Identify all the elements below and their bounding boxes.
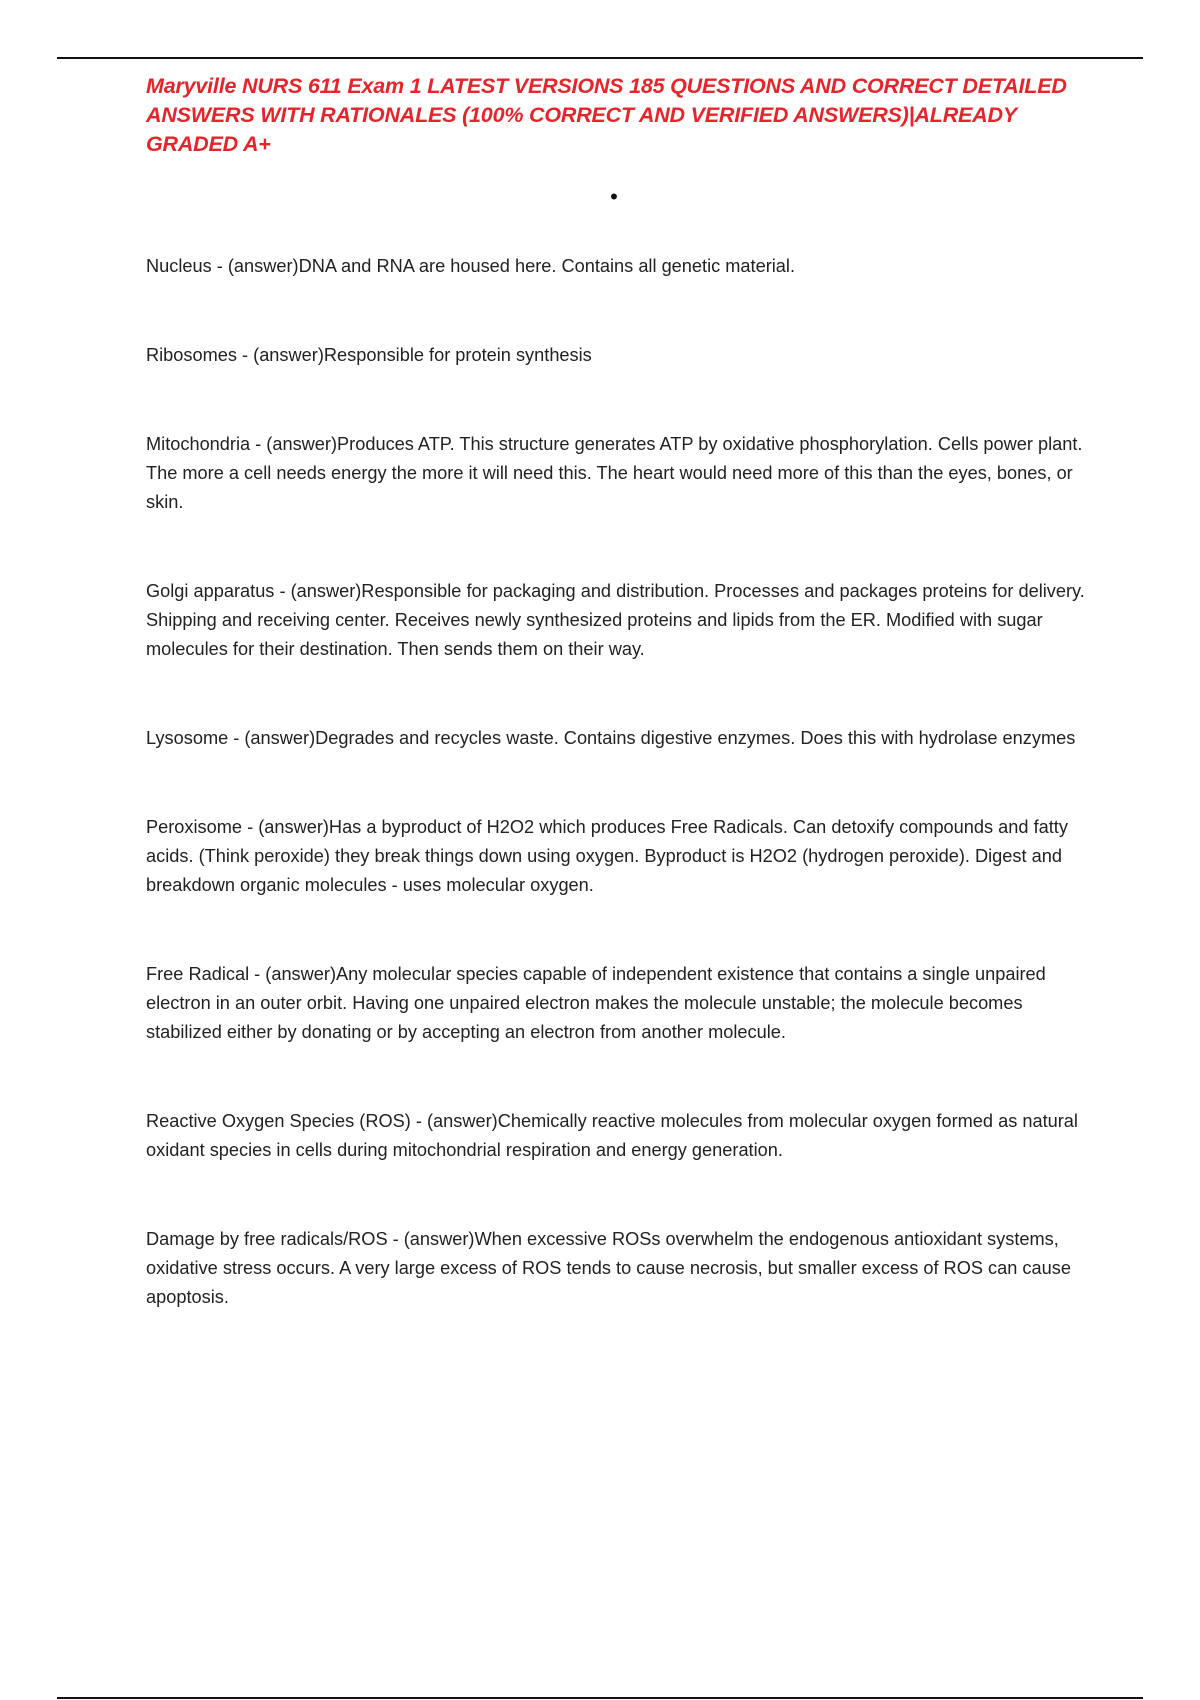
page-content (146, 72, 1086, 1372)
document-title: Maryville NURS 611 Exam 1 LATEST VERSIONS 185 QUESTIONS AND CORRECT DETAILED ANSWERS WITH RATIONALES (100% CORRECT AND VERIFIED ANSWERS)|ALREADY GRADED A+ (146, 74, 1067, 156)
entry-free-radical: Free Radical - (answer)Any molecular species capable of independent existence that contains a single unpaired electron in an outer orbit. Having one unpaired electron makes the molecule unstable; the molecule becomes stabilized either by donating or by accepting an electron from another molecule. (146, 964, 1046, 1042)
bottom-rule (57, 1697, 1143, 1699)
top-rule (57, 57, 1143, 59)
entry-lysosome: Lysosome - (answer)Degrades and recycles waste. Contains digestive enzymes. Does this with hydrolase enzymes (146, 728, 1076, 748)
entry-ribosomes: Ribosomes - (answer)Responsible for protein synthesis (146, 345, 592, 365)
entry-reactive-oxygen-species: Reactive Oxygen Species (ROS) - (answer)Chemically reactive molecules from molecular oxygen formed as natural oxidant species in cells during mitochondrial respiration and energy generation. (146, 1111, 1078, 1160)
entries-list (146, 252, 1086, 1312)
bullet-point: • (610, 184, 618, 209)
entry-mitochondria: Mitochondria - (answer)Produces ATP. This structure generates ATP by oxidative phosphorylation. Cells power plant. The more a cell needs energy the more it will need this. The heart would need more of this than the eyes, bones, or skin. (146, 434, 1083, 512)
entry-damage-by-free-radicals: Damage by free radicals/ROS - (answer)When excessive ROSs overwhelm the endogenous antioxidant systems, oxidative stress occurs. A very large excess of ROS tends to cause necrosis, but smaller excess of ROS can cause apoptosis. (146, 1229, 1071, 1307)
entry-peroxisome: Peroxisome - (answer)Has a byproduct of H2O2 which produces Free Radicals. Can detoxify compounds and fatty acids. (Think peroxide) they break things down using oxygen. Byproduct is H2O2 (hydrogen peroxide). Digest and breakdown organic molecules - uses molecular oxygen. (146, 817, 1068, 895)
entry-nucleus: Nucleus - (answer)DNA and RNA are housed here. Contains all genetic material. (146, 256, 796, 276)
entry-golgi-apparatus: Golgi apparatus - (answer)Responsible for packaging and distribution. Processes and packages proteins for delivery. Shipping and receiving center. Receives newly synthesized proteins and lipids from the ER. Modified with sugar molecules for their destination. Then sends them on their way. (146, 581, 1085, 659)
